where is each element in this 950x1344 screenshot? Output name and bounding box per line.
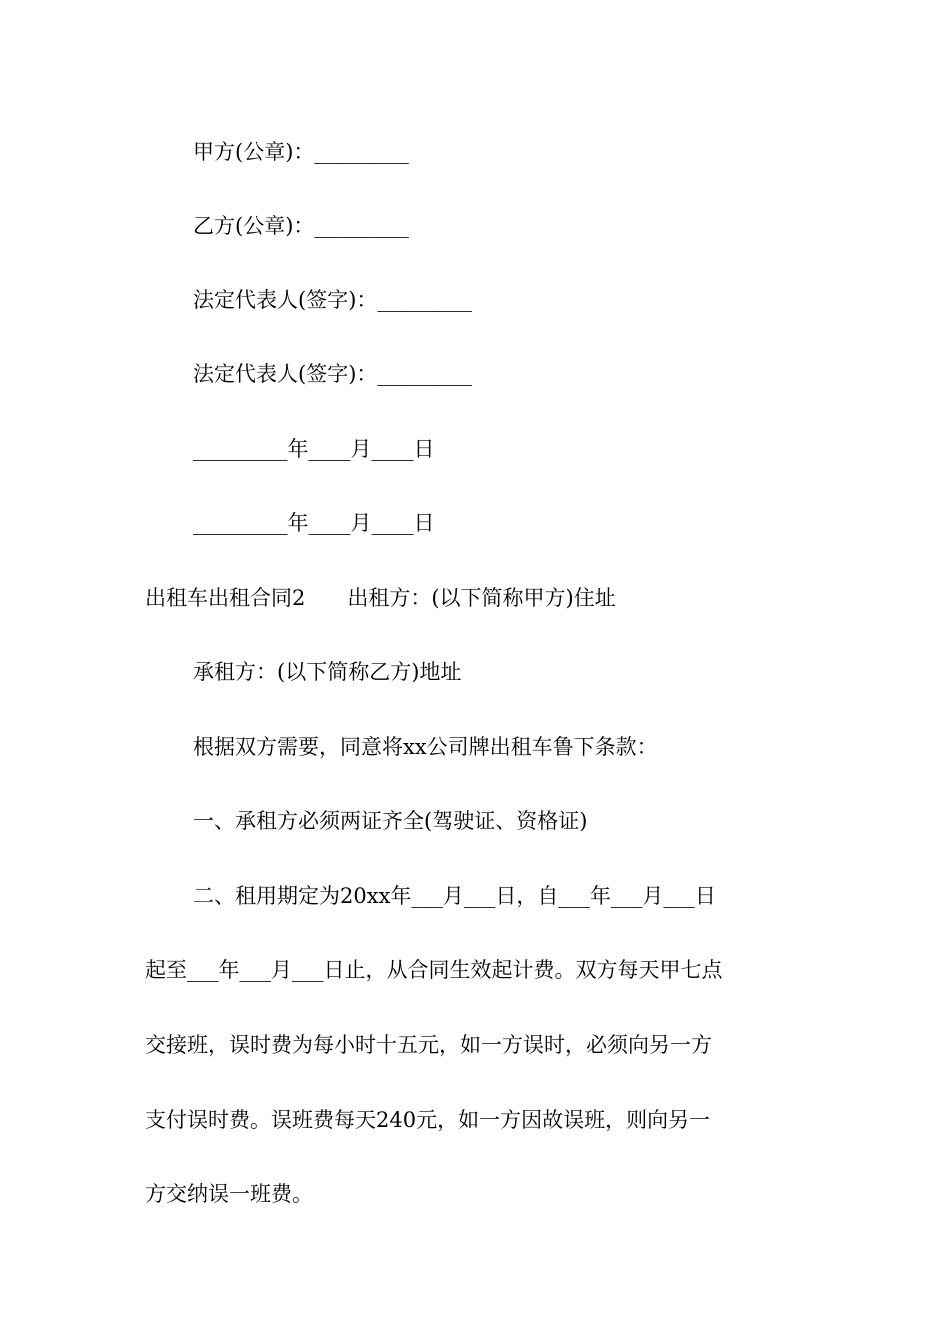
clause-2-line: 方交纳误一班费。	[145, 1182, 313, 1206]
party-b-seal-line: 乙方(公章)：_________	[193, 214, 409, 238]
contract-title-line: 出租车出租合同2 出租方：(以下简称甲方)住址	[145, 586, 616, 610]
lessee-line: 承租方：(以下简称乙方)地址	[193, 660, 462, 684]
intro-paragraph: 根据双方需要，同意将xx公司牌出租车鲁下条款：	[193, 735, 658, 759]
date-line-1: _________年____月____日	[193, 437, 435, 461]
clause-2-line: 支付误时费。误班费每天240元，如一方因故误班，则向另一	[145, 1108, 711, 1132]
clause-1: 一、承租方必须两证齐全(驾驶证、资格证)	[193, 809, 588, 833]
party-a-seal-line: 甲方(公章)：_________	[193, 140, 409, 164]
clause-2-line: 二、租用期定为20xx年___月___日，自___年___月___日	[193, 884, 716, 908]
clause-2-line: 交接班，误时费为每小时十五元，如一方误时，必须向另一方	[145, 1033, 712, 1057]
date-line-2: _________年____月____日	[193, 511, 435, 535]
legal-representative-line-2: 法定代表人(签字)：_________	[193, 362, 472, 386]
clause-2-line: 起至___年___月___日止，从合同生效起计费。双方每天甲七点	[145, 958, 723, 982]
legal-representative-line-1: 法定代表人(签字)：_________	[193, 288, 472, 312]
